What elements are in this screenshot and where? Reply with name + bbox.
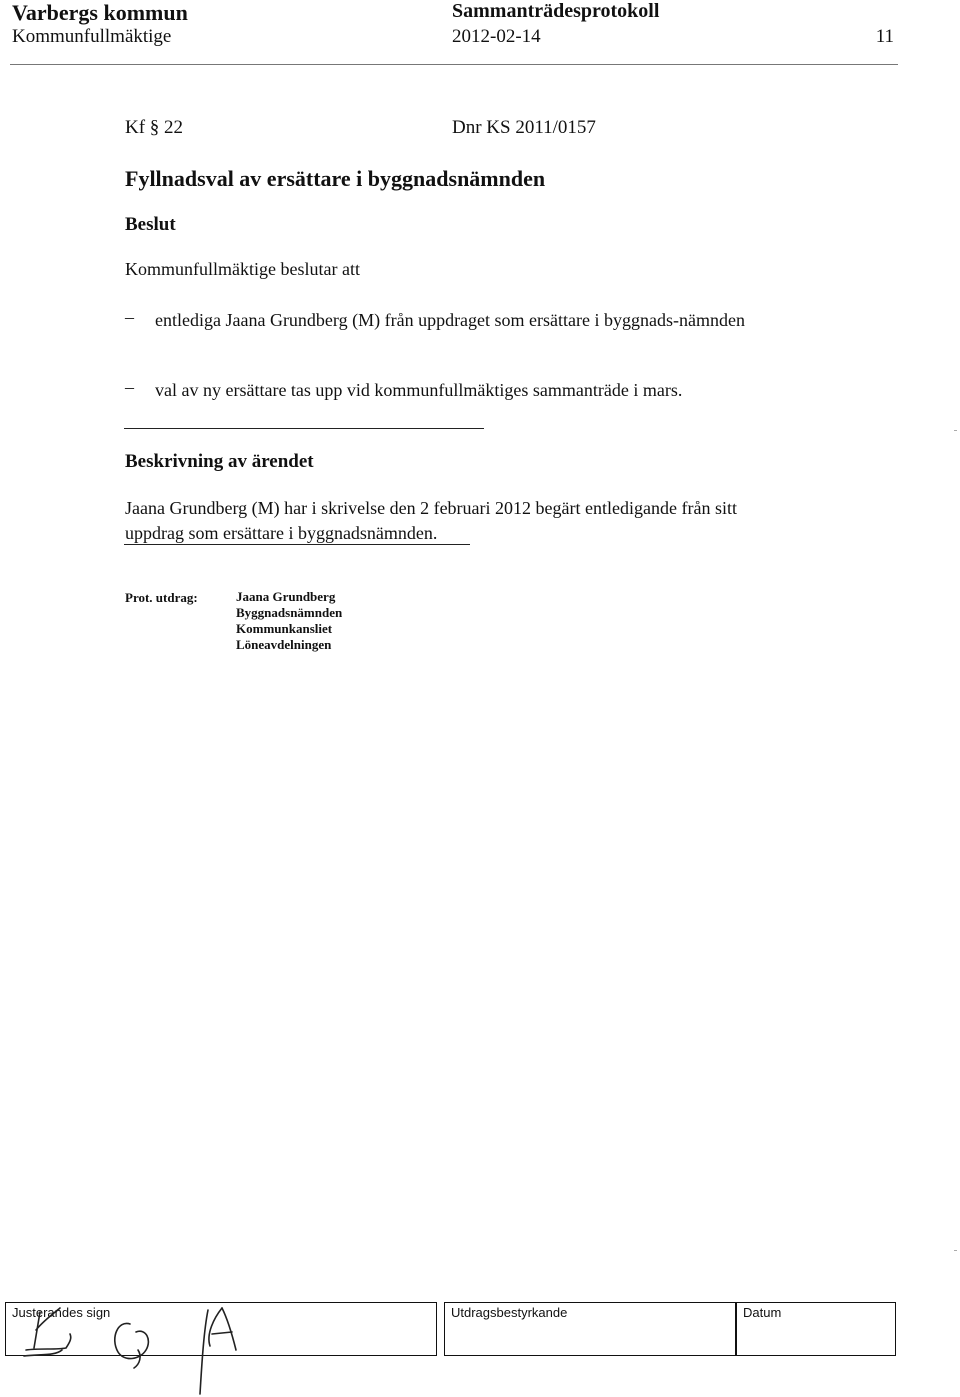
- signature-stroke: [134, 1350, 140, 1368]
- decision-intro: Kommunfullmäktige beslutar att: [125, 259, 360, 279]
- scan-mark: [954, 430, 956, 431]
- recipient: Byggnadsnämnden: [236, 605, 343, 620]
- document-type: Sammanträdesprotokoll: [452, 0, 660, 22]
- underline-rule: [124, 544, 470, 545]
- signature-stroke: [212, 1332, 232, 1334]
- case-title: Fyllnadsval av ersättare i byggnadsnämnden: [125, 166, 546, 191]
- organization-name: Varbergs kommun: [12, 0, 188, 25]
- signature-stroke: [209, 1308, 222, 1346]
- signature-stroke: [26, 1334, 71, 1350]
- recipient: Löneavdelningen: [236, 637, 332, 652]
- scan-mark: [954, 1250, 956, 1251]
- date-box: [736, 1302, 896, 1356]
- decision-heading: Beslut: [125, 214, 176, 235]
- decision-item: entlediga Jaana Grundberg (M) från uppdraget som ersättare i byggnads-nämnden: [155, 310, 745, 330]
- governing-body: Kommunfullmäktige: [12, 26, 172, 47]
- adjusters-sign-label: Justerandes sign: [12, 1305, 111, 1320]
- signature-stroke: [24, 1350, 62, 1356]
- description-text: Jaana Grundberg (M) har i skrivelse den 2 februari 2012 begärt entledigande från sitt uppdrag som ersättare i byggnadsnämnden.: [125, 498, 737, 543]
- page-number: 11: [875, 26, 894, 47]
- signature-stroke: [115, 1323, 149, 1358]
- signature-stroke: [200, 1310, 208, 1394]
- bullet-dash: –: [125, 377, 134, 397]
- meeting-date: 2012-02-14: [452, 26, 541, 47]
- distribution-list: [236, 589, 342, 653]
- recipient: Jaana Grundberg: [236, 589, 336, 604]
- diary-number: Dnr KS 2011/0157: [452, 117, 596, 138]
- extract-certifying-box: [444, 1302, 736, 1356]
- date-label: Datum: [743, 1305, 782, 1320]
- decision-item: val av ny ersättare tas upp vid kommunfullmäktiges sammanträde i mars.: [155, 380, 683, 400]
- underline-rule: [124, 428, 484, 429]
- distribution-label: Prot. utdrag:: [125, 590, 198, 605]
- handwritten-initials: [0, 1290, 300, 1397]
- description-heading: Beskrivning av ärendet: [125, 451, 314, 472]
- header-divider: [10, 64, 898, 65]
- bullet-dash: –: [125, 307, 134, 327]
- signature-stroke: [222, 1308, 236, 1350]
- recipient: Kommunkansliet: [236, 621, 333, 636]
- paragraph-number: Kf § 22: [125, 117, 184, 138]
- extract-certifying-label: Utdragsbestyrkande: [451, 1305, 568, 1320]
